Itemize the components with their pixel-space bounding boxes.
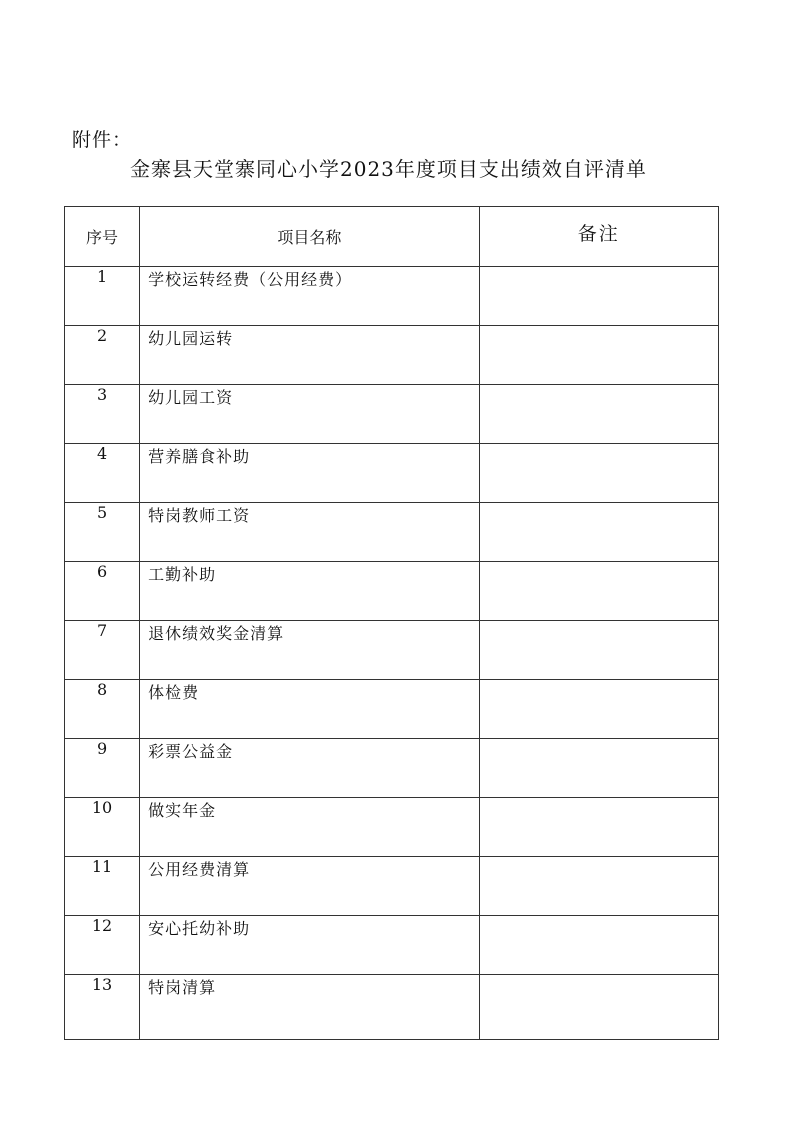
table-row <box>65 326 719 385</box>
table-row <box>65 444 719 503</box>
table-row <box>65 857 719 916</box>
row-note <box>479 503 718 562</box>
table-row <box>65 503 719 562</box>
row-project-name: 公用经费清算 <box>140 857 480 916</box>
row-project-name: 幼儿园工资 <box>140 385 480 444</box>
row-note <box>479 326 718 385</box>
row-note <box>479 680 718 739</box>
row-project-name: 特岗清算 <box>140 975 480 1040</box>
table-row <box>65 916 719 975</box>
header-note: 备注 <box>479 207 718 267</box>
row-seq: 13 <box>65 975 140 1040</box>
row-seq: 11 <box>65 857 140 916</box>
table-row <box>65 975 719 1040</box>
row-note <box>479 739 718 798</box>
attachment-label: 附件： <box>72 129 133 151</box>
table-header-row <box>65 207 719 267</box>
table-row <box>65 267 719 326</box>
row-project-name: 彩票公益金 <box>140 739 480 798</box>
header-seq: 序号 <box>65 207 140 267</box>
row-project-name: 安心托幼补助 <box>140 916 480 975</box>
row-project-name: 特岗教师工资 <box>140 503 480 562</box>
table-row <box>65 680 719 739</box>
row-note <box>479 857 718 916</box>
table-row <box>65 385 719 444</box>
row-project-name: 学校运转经费（公用经费） <box>140 267 480 326</box>
row-note <box>479 798 718 857</box>
row-note <box>479 975 718 1040</box>
row-seq: 5 <box>65 503 140 562</box>
document-title: 金寨县天堂寨同心小学2023年度项目支出绩效自评清单 <box>130 157 647 181</box>
row-seq: 12 <box>65 916 140 975</box>
row-project-name: 工勤补助 <box>140 562 480 621</box>
row-note <box>479 562 718 621</box>
table-row <box>65 739 719 798</box>
row-note <box>479 444 718 503</box>
table-row <box>65 621 719 680</box>
table-row <box>65 562 719 621</box>
row-seq: 4 <box>65 444 140 503</box>
row-project-name: 退休绩效奖金清算 <box>140 621 480 680</box>
row-project-name: 营养膳食补助 <box>140 444 480 503</box>
row-seq: 8 <box>65 680 140 739</box>
row-seq: 3 <box>65 385 140 444</box>
row-note <box>479 916 718 975</box>
row-seq: 2 <box>65 326 140 385</box>
row-project-name: 做实年金 <box>140 798 480 857</box>
header-project-name: 项目名称 <box>140 207 480 267</box>
project-list-table <box>64 206 719 1040</box>
row-seq: 10 <box>65 798 140 857</box>
table-row <box>65 798 719 857</box>
row-note <box>479 385 718 444</box>
row-note <box>479 621 718 680</box>
row-project-name: 幼儿园运转 <box>140 326 480 385</box>
row-seq: 9 <box>65 739 140 798</box>
row-project-name: 体检费 <box>140 680 480 739</box>
row-seq: 6 <box>65 562 140 621</box>
row-seq: 1 <box>65 267 140 326</box>
row-note <box>479 267 718 326</box>
row-seq: 7 <box>65 621 140 680</box>
